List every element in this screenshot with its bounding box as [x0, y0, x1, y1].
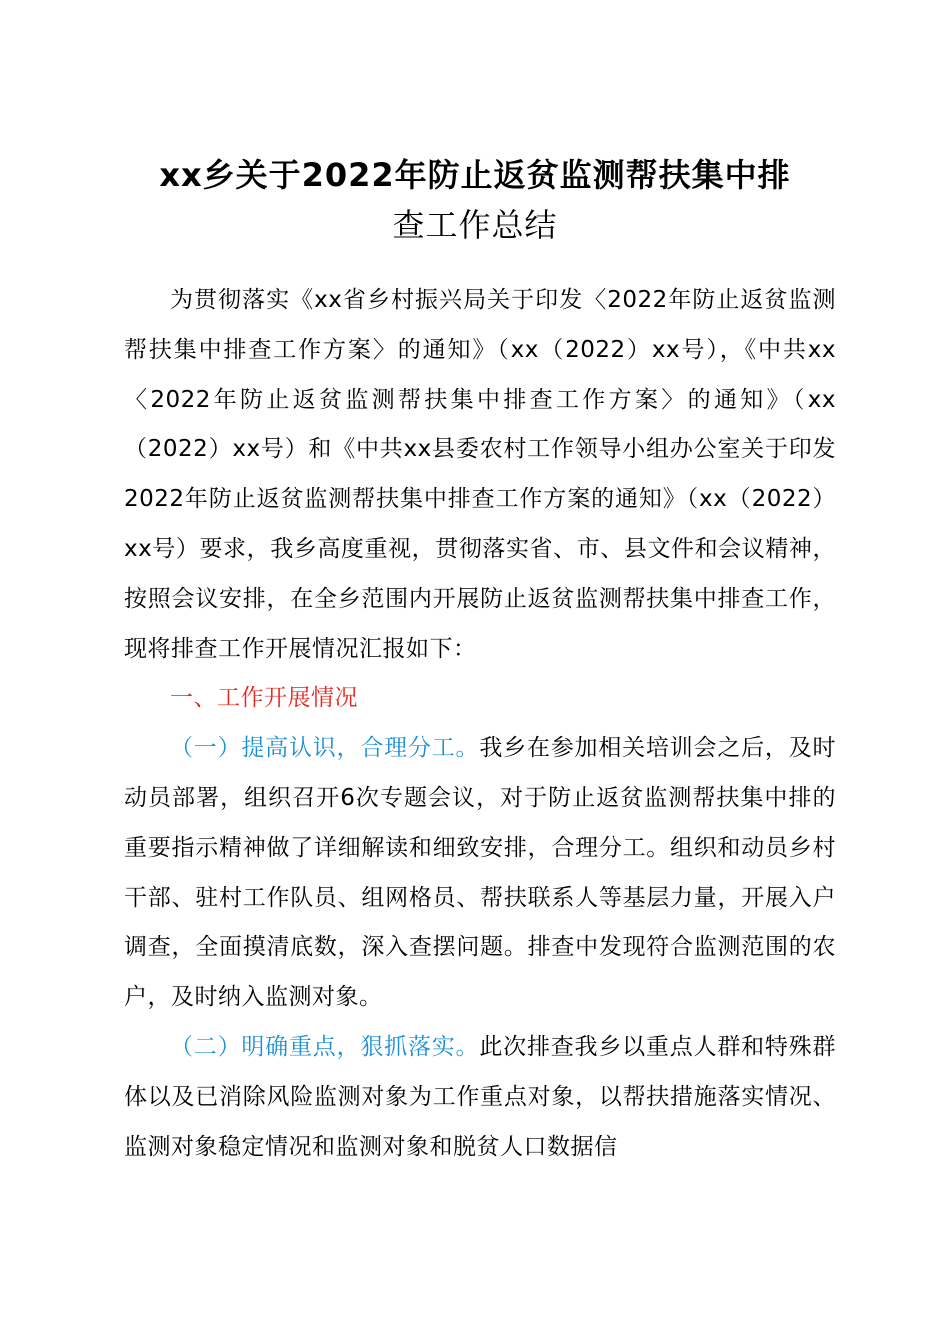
subsection-1-heading: （一）提高认识，合理分工。	[170, 735, 480, 762]
document-body	[124, 276, 836, 1172]
document-title-line-2: 查工作总结	[392, 206, 558, 244]
subsection-2-paragraph	[124, 1023, 836, 1172]
subsection-2-heading: （二）明确重点，狠抓落实。	[170, 1033, 480, 1060]
intro-paragraph: 为贯彻落实《xx省乡村振兴局关于印发〈2022年防止返贫监测帮扶集中排查工作方案〉的通知》（xx（2022）xx号），《中共xx〈2022年防止返贫监测帮扶集中排查工作方案〉的通知》（xx（2022）xx号）和《中共xx县委农村工作领导小组办公室关于印发2022年防止返贫监测帮扶集中排查工作方案的通知》（xx（2022）xx号）要求，我乡高度重视，贯彻落实省、市、县文件和会议精神，按照会议安排，在全乡范围内开展防止返贫监测帮扶集中排查工作，现将排查工作开展情况汇报如下：	[124, 287, 836, 662]
subsection-1-paragraph	[124, 724, 836, 1023]
section-heading	[124, 674, 836, 724]
subsection-2-text: 此次排查我乡以重点人群和特殊群体以及已消除风险监测对象为工作重点对象，以帮扶措施落实情况、监测对象稳定情况和监测对象和脱贫人口数据信	[124, 1033, 837, 1160]
subsection-1-text: 我乡在参加相关培训会之后，及时动员部署，组织召开6次专题会议，对于防止返贫监测帮扶集中排的重要指示精神做了详细解读和细致安排，合理分工。组织和动员乡村干部、驻村工作队员、组网格员、帮扶联系人等基层力量，开展入户调查，全面摸清底数，深入查摆问题。排查中发现符合监测范围的农户，及时纳入监测对象。	[124, 735, 837, 1011]
section-1-heading: 一、工作开展情况	[170, 685, 358, 712]
document-title-line-1: xx乡关于2022年防止返贫监测帮扶集中排	[159, 156, 791, 194]
